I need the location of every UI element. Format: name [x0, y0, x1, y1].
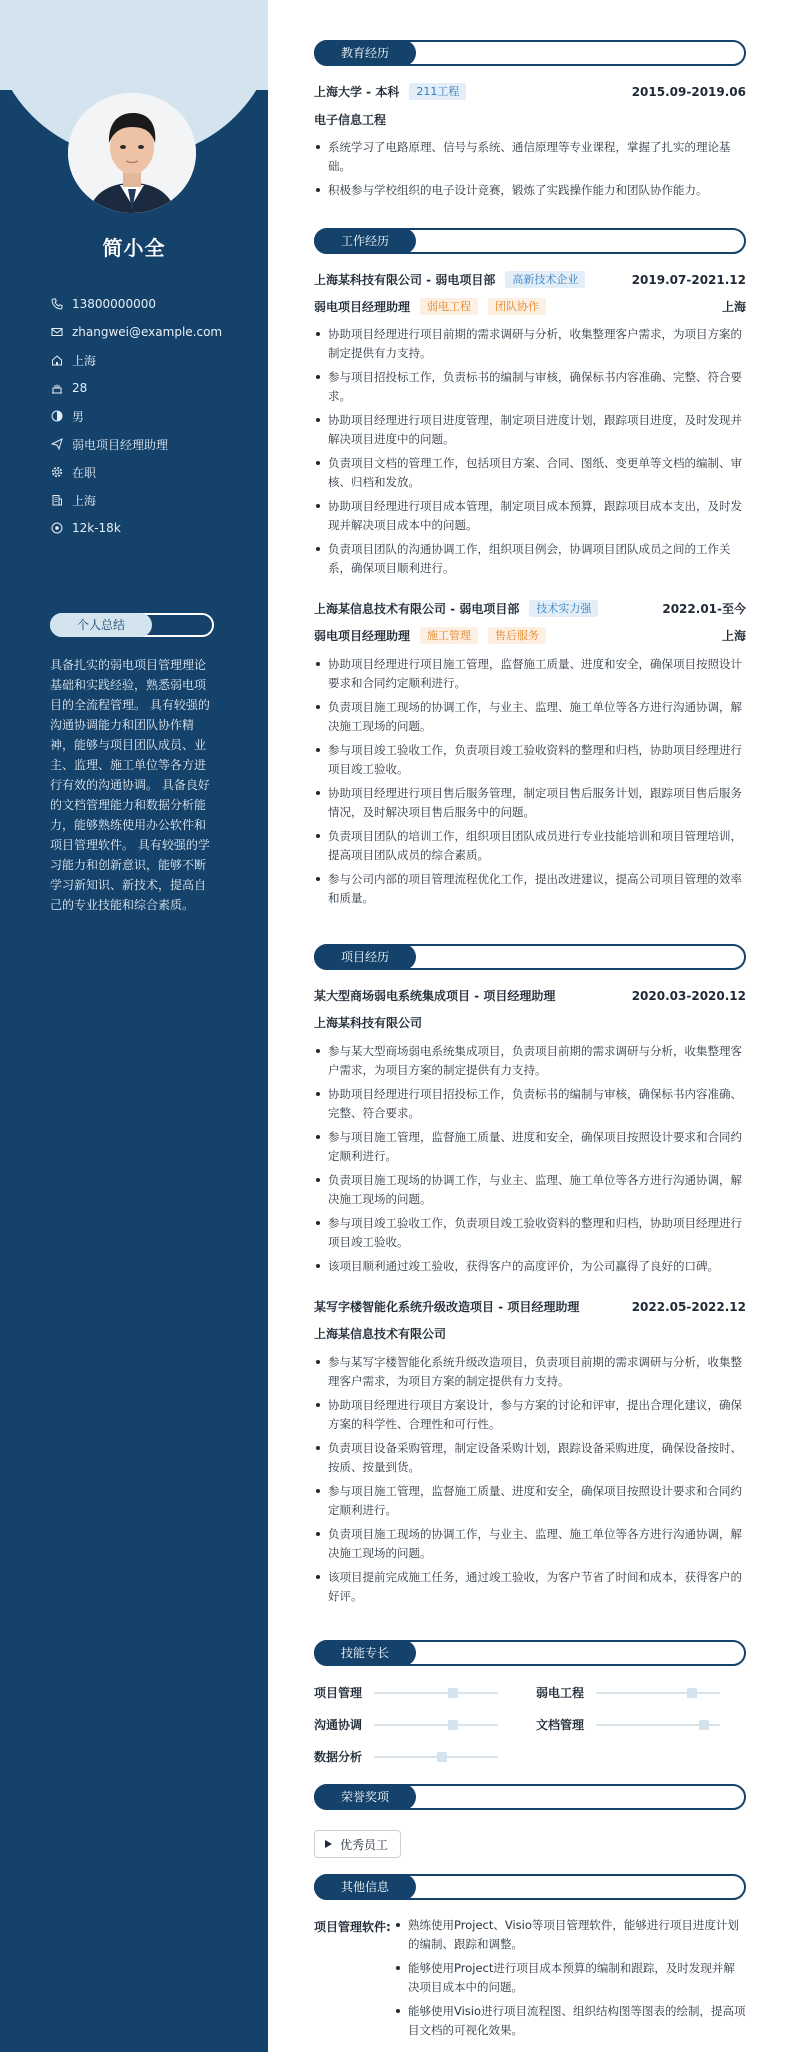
avatar-portrait — [68, 93, 196, 213]
work-2-header-row — [314, 600, 746, 617]
skill-level-knob — [687, 1688, 697, 1698]
other-label: 项目管理软件: — [314, 1920, 391, 1934]
list-item: 该项目顺利通过竣工验收，获得客户的高度评价，为公司赢得了良好的口碑。 — [314, 1257, 746, 1276]
work-1-header-row — [314, 271, 746, 288]
summary-text: 具备扎实的弱电项目管理理论基础和实践经验，熟悉弱电项目的全流程管理。 具有较强的沟通协调能力和团队协作精神，能够与项目团队成员、业主、监理、施工单位等各方进行有效的沟通协调。 具备良好的文档管理能力和数据分析能力，能够熟练使用办公软件和项目管理软件。 具有较强的学习能力和创新意识，能够不断学习新知识、新技术，提高自己的专业技能和综合素质。 — [50, 658, 210, 912]
skill-name: 文档管理 — [536, 1718, 585, 1732]
contact-list — [50, 290, 260, 542]
education-tag: 211工程 — [409, 83, 466, 100]
skills-section-title: 技能专长 — [314, 1640, 416, 1666]
list-item: 参与项目施工管理，监督施工质量、进度和安全，确保项目按照设计要求和合同约定顺利进行。 — [314, 1128, 746, 1166]
skill-name: 沟通协调 — [314, 1718, 363, 1732]
awards-section-title: 荣誉奖项 — [314, 1784, 416, 1810]
skill-bar — [596, 1724, 720, 1726]
contact-salary — [50, 514, 260, 542]
list-item: 协助项目经理进行项目售后服务管理，制定项目售后服务计划，跟踪项目售后服务情况，及时解决项目售后服务中的问题。 — [314, 784, 746, 822]
list-item: 负责项目施工现场的协调工作，与业主、监理、施工单位等各方进行沟通协调，解决施工现场的问题。 — [314, 1171, 746, 1209]
list-item: 系统学习了电路原理、信号与系统、通信原理等专业课程，掌握了扎实的理论基础。 — [314, 138, 746, 176]
project-2-bullets — [314, 1353, 746, 1611]
contact-location-text: 上海 — [72, 353, 97, 368]
skill-bar — [374, 1756, 498, 1758]
list-item: 参与项目竣工验收工作，负责项目竣工验收资料的整理和归档，协助项目经理进行项目竣工验收。 — [314, 1214, 746, 1252]
project-1-company-row — [314, 1014, 746, 1031]
cake-icon — [50, 381, 64, 395]
contact-position — [50, 430, 260, 458]
skill-bar — [374, 1724, 498, 1726]
awards-section-header — [314, 1784, 746, 1810]
skill-item — [536, 1716, 720, 1733]
list-item: 负责项目设备采购管理，制定设备采购计划，跟踪设备采购进度，确保设备按时、按质、按量到货。 — [314, 1439, 746, 1477]
list-item: 参与公司内部的项目管理流程优化工作，提出改进建议，提高公司项目管理的效率和质量。 — [314, 870, 746, 908]
home-icon — [50, 353, 64, 367]
project-2-period: 2022.05-2022.12 — [631, 1299, 746, 1314]
work-1-bullets — [314, 325, 746, 583]
education-period: 2015.09-2019.06 — [631, 84, 746, 99]
work-section-title: 工作经历 — [314, 228, 416, 254]
project-1-company: 上海某科技有限公司 — [314, 1016, 423, 1030]
education-bullets — [314, 138, 746, 205]
avatar — [68, 93, 196, 213]
contact-position-text: 弱电项目经理助理 — [72, 437, 169, 452]
education-section-title: 教育经历 — [314, 40, 416, 66]
skill-level-knob — [448, 1688, 458, 1698]
money-icon — [50, 521, 64, 535]
contact-gender — [50, 402, 260, 430]
contact-salary-text: 12k-18k — [72, 521, 121, 535]
building-icon — [50, 493, 64, 507]
list-item: 参与某大型商场弱电系统集成项目，负责项目前期的需求调研与分析，收集整理客户需求，为项目方案的制定提供有力支持。 — [314, 1042, 746, 1080]
education-major: 电子信息工程 — [314, 113, 387, 127]
skill-bar — [596, 1692, 720, 1694]
person-name: 简小全 — [102, 236, 166, 260]
skill-item — [314, 1684, 498, 1701]
project-1-bullets — [314, 1042, 746, 1281]
contact-email-text: zhangwei@example.com — [72, 325, 223, 339]
list-item: 协助项目经理进行项目前期的需求调研与分析，收集整理客户需求，为项目方案的制定提供有力支持。 — [314, 325, 746, 363]
contact-status-text: 在职 — [72, 465, 97, 480]
work-1-company: 上海某科技有限公司 - 弱电项目部 — [314, 273, 496, 287]
work-2-company: 上海某信息技术有限公司 - 弱电项目部 — [314, 602, 520, 616]
list-item: 负责项目团队的沟通协调工作，组织项目例会，协调项目团队成员之间的工作关系，确保项目顺利进行。 — [314, 540, 746, 578]
mail-icon — [50, 325, 64, 339]
list-item: 参与项目施工管理，监督施工质量、进度和安全，确保项目按照设计要求和合同约定顺利进行。 — [314, 1482, 746, 1520]
work-2-location: 上海 — [721, 629, 746, 643]
list-item: 协助项目经理进行项目施工管理，监督施工质量、进度和安全，确保项目按照设计要求和合同约定顺利进行。 — [314, 655, 746, 693]
skill-name: 项目管理 — [314, 1686, 363, 1700]
list-item: 能够使用Project进行项目成本预算的编制和跟踪，及时发现并解决项目成本中的问题。 — [394, 1959, 746, 1997]
list-item: 协助项目经理进行项目进度管理，制定项目进度计划，跟踪项目进度，及时发现并解决项目进度中的问题。 — [314, 411, 746, 449]
contact-phone — [50, 290, 260, 318]
skill-item — [536, 1684, 720, 1701]
other-section-header — [314, 1874, 746, 1900]
list-item: 熟练使用Project、Visio等项目管理软件，能够进行项目进度计划的编制、跟踪和调整。 — [394, 1916, 746, 1954]
project-1-name: 某大型商场弱电系统集成项目 - 项目经理助理 — [314, 989, 556, 1003]
award-chip — [314, 1830, 401, 1858]
skill-level-knob — [699, 1720, 709, 1730]
list-item: 负责项目团队的培训工作，组织项目团队成员进行专业技能培训和项目管理培训，提高项目团队成员的综合素质。 — [314, 827, 746, 865]
work-2-role-tag-1: 施工管理 — [420, 627, 478, 644]
gender-icon — [50, 409, 64, 423]
list-item: 协助项目经理进行项目成本管理，制定项目成本预算，跟踪项目成本支出，及时发现并解决项目成本中的问题。 — [314, 497, 746, 535]
other-bullets — [394, 1916, 746, 2045]
list-item: 协助项目经理进行项目方案设计，参与方案的讨论和评审，提出合理化建议，确保方案的科学性、合理性和可行性。 — [314, 1396, 746, 1434]
list-item: 参与某写字楼智能化系统升级改造项目，负责项目前期的需求调研与分析，收集整理客户需求，为项目方案的制定提供有力支持。 — [314, 1353, 746, 1391]
summary-section-header — [50, 613, 214, 637]
other-section-title: 其他信息 — [314, 1874, 416, 1900]
contact-age — [50, 374, 260, 402]
list-item: 能够使用Visio进行项目流程图、组织结构图等图表的绘制，提高项目文档的可视化效果。 — [394, 2002, 746, 2040]
skill-name: 数据分析 — [314, 1750, 363, 1764]
work-1-role: 弱电项目经理助理 — [314, 300, 411, 314]
project-2-company-row — [314, 1325, 746, 1342]
award-name: 优秀员工 — [340, 1837, 389, 1852]
work-1-company-tag: 高新技术企业 — [505, 271, 585, 288]
work-1-role-tag-1: 弱电工程 — [420, 298, 478, 315]
work-section-header — [314, 228, 746, 254]
work-2-role-row — [314, 627, 746, 644]
project-1-header-row — [314, 987, 746, 1004]
skill-bar — [374, 1692, 498, 1694]
skill-level-knob — [448, 1720, 458, 1730]
skills-section-header — [314, 1640, 746, 1666]
contact-email — [50, 318, 260, 346]
projects-section-title: 项目经历 — [314, 944, 416, 970]
work-1-location: 上海 — [721, 300, 746, 314]
skill-level-knob — [437, 1752, 447, 1762]
skill-name: 弱电工程 — [536, 1686, 585, 1700]
project-2-header-row — [314, 1298, 746, 1315]
skill-item — [314, 1748, 498, 1765]
contact-age-text: 28 — [72, 381, 88, 395]
sidebar — [0, 0, 268, 2052]
contact-work-city — [50, 486, 260, 514]
project-2-company: 上海某信息技术有限公司 — [314, 1327, 447, 1341]
list-item: 负责项目施工现场的协调工作，与业主、监理、施工单位等各方进行沟通协调，解决施工现场的问题。 — [314, 698, 746, 736]
list-item: 积极参与学校组织的电子设计竞赛，锻炼了实践操作能力和团队协作能力。 — [314, 181, 746, 200]
contact-location — [50, 346, 260, 374]
work-1-period: 2019.07-2021.12 — [631, 272, 746, 287]
education-section-header — [314, 40, 746, 66]
list-item: 负责项目文档的管理工作，包括项目方案、合同、图纸、变更单等文档的编制、审核、归档和发放。 — [314, 454, 746, 492]
list-item: 参与项目招投标工作，负责标书的编制与审核，确保标书内容准确、完整、符合要求。 — [314, 368, 746, 406]
phone-icon — [50, 297, 64, 311]
contact-gender-text: 男 — [72, 409, 85, 424]
education-school: 上海大学 - 本科 — [314, 85, 400, 99]
projects-section-header — [314, 944, 746, 970]
work-2-bullets — [314, 655, 746, 913]
work-2-company-tag: 技术实力强 — [529, 600, 598, 617]
play-icon — [325, 1840, 332, 1848]
education-header-row — [314, 83, 746, 100]
gear-icon — [50, 465, 64, 479]
work-1-role-row — [314, 298, 746, 315]
work-2-role-tag-2: 售后服务 — [488, 627, 546, 644]
contact-status — [50, 458, 260, 486]
list-item: 参与项目竣工验收工作，负责项目竣工验收资料的整理和归档，协助项目经理进行项目竣工验收。 — [314, 741, 746, 779]
work-2-role: 弱电项目经理助理 — [314, 629, 411, 643]
send-icon — [50, 437, 64, 451]
list-item: 协助项目经理进行项目招投标工作，负责标书的编制与审核，确保标书内容准确、完整、符合要求。 — [314, 1085, 746, 1123]
list-item: 负责项目施工现场的协调工作，与业主、监理、施工单位等各方进行沟通协调，解决施工现场的问题。 — [314, 1525, 746, 1563]
list-item: 该项目提前完成施工任务，通过竣工验收，为客户节省了时间和成本，获得客户的好评。 — [314, 1568, 746, 1606]
project-2-name: 某写字楼智能化系统升级改造项目 - 项目经理助理 — [314, 1300, 580, 1314]
skill-item — [314, 1716, 498, 1733]
work-2-period: 2022.01-至今 — [662, 602, 746, 616]
summary-section-title: 个人总结 — [50, 613, 152, 637]
contact-work-city-text: 上海 — [72, 493, 97, 508]
contact-phone-text: 13800000000 — [72, 297, 156, 311]
project-1-period: 2020.03-2020.12 — [631, 988, 746, 1003]
work-1-role-tag-2: 团队协作 — [488, 298, 546, 315]
education-major-row — [314, 111, 746, 128]
